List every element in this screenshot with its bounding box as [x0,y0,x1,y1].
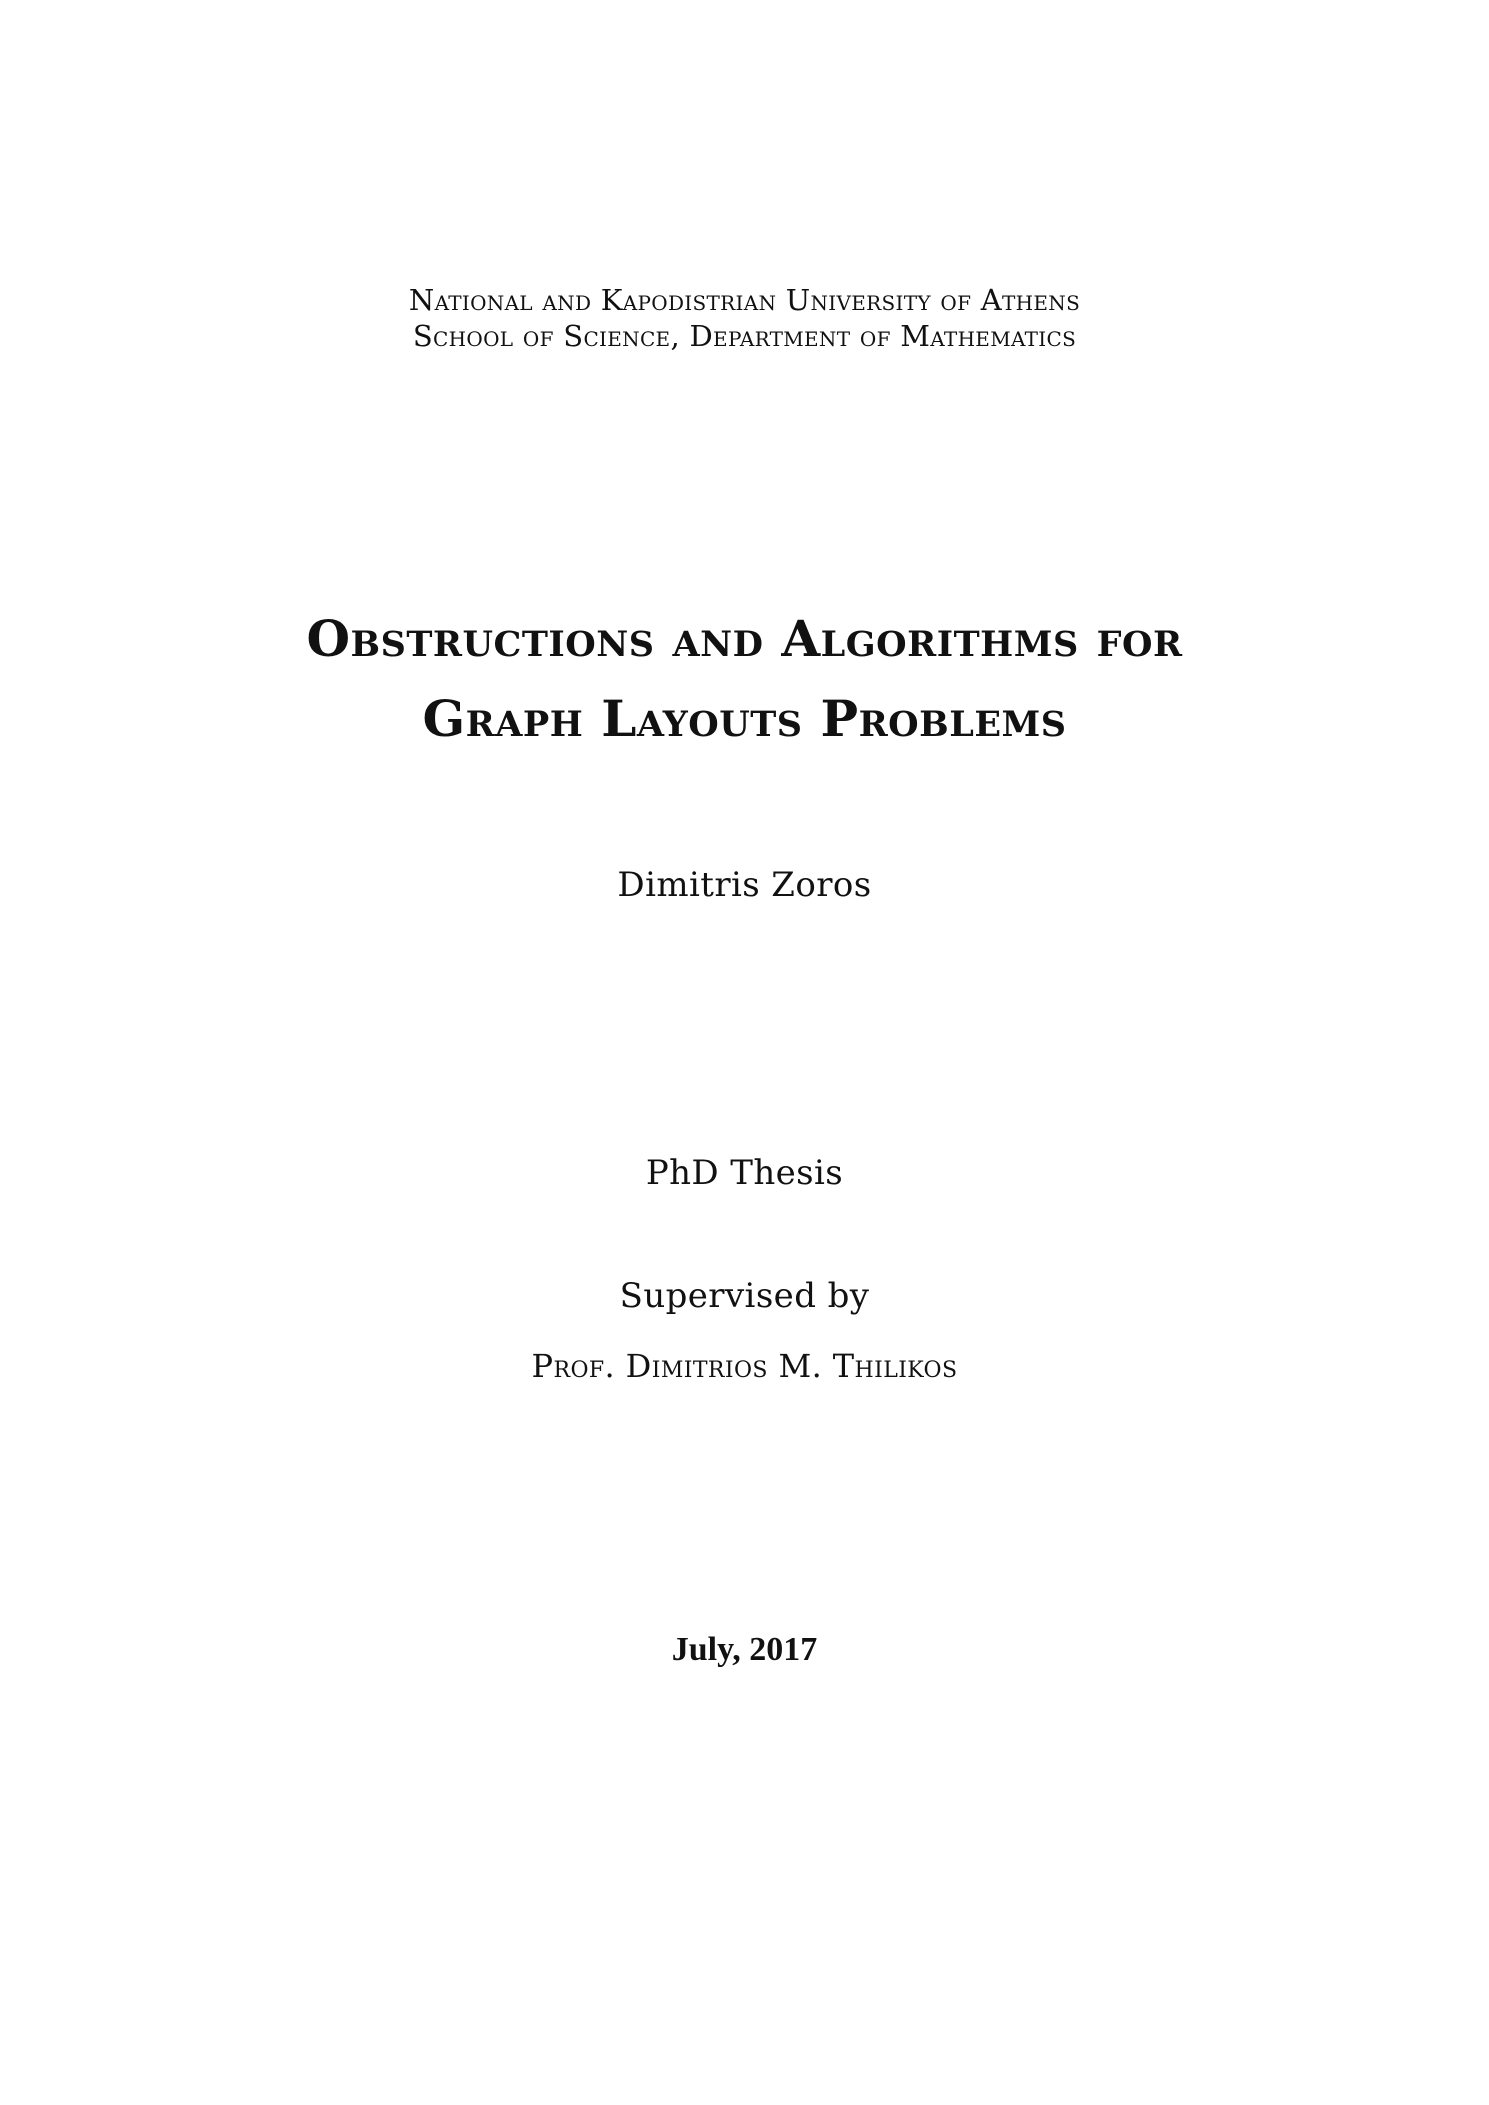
thesis-title-line-1: Obstructions and Algorithms for [306,609,1183,668]
submission-date: July, 2017 [671,1631,818,1668]
degree-type: PhD Thesis [645,1153,844,1193]
supervisor-name: Prof. Dimitrios M. Thilikos [531,1347,958,1385]
department-name: School of Science, Department of Mathematics [412,319,1077,353]
thesis-title-line-2: Graph Layouts Problems [422,689,1067,748]
author-name: Dimitris Zoros [617,865,872,905]
institution-name: National and Kapodistrian University of Athens [408,283,1081,317]
supervised-by-label: Supervised by [619,1276,870,1316]
